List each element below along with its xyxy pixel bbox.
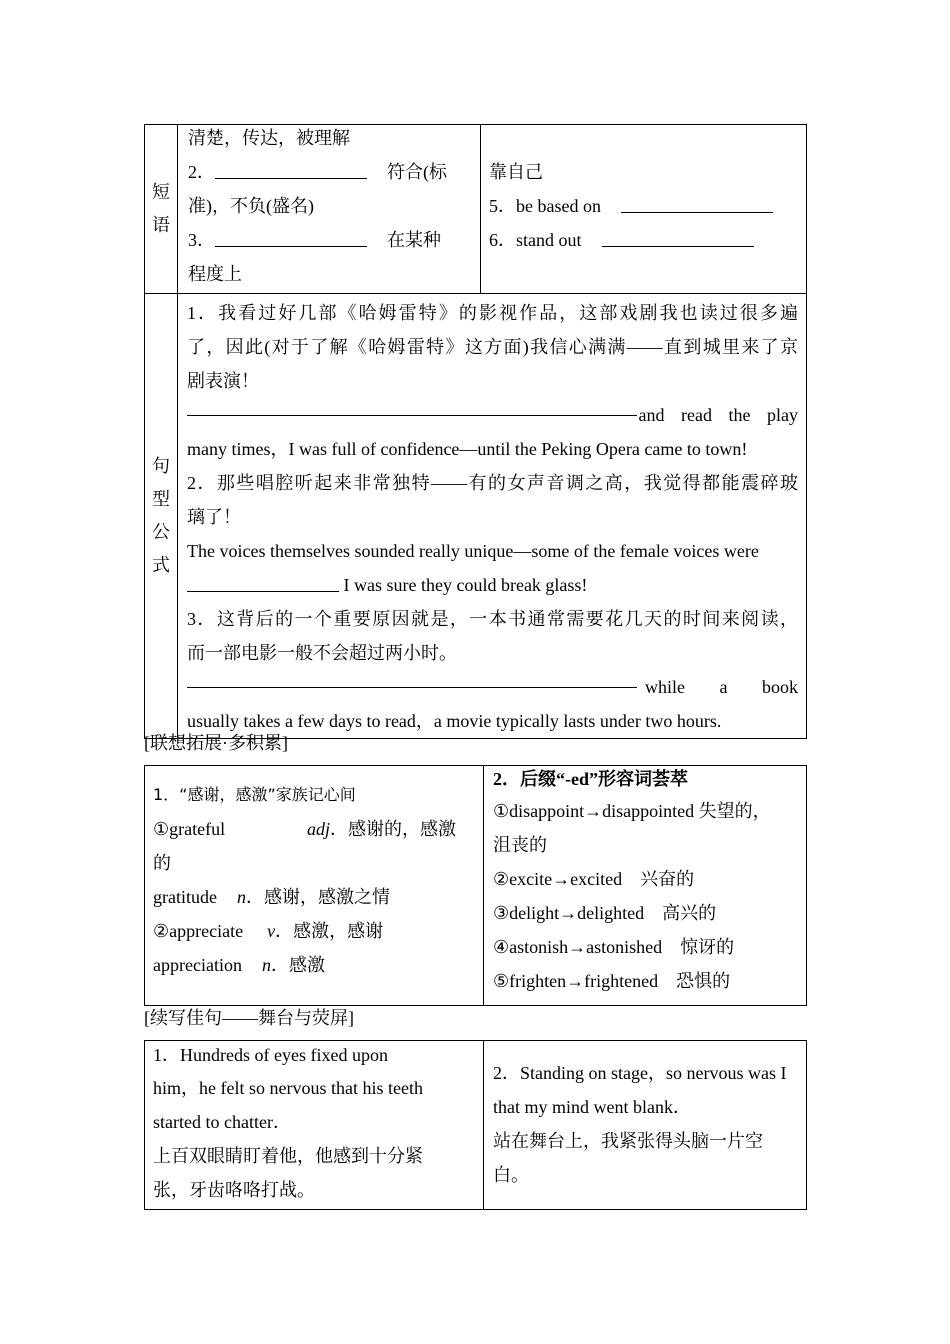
phrase-item-6: 6．stand out (489, 223, 806, 257)
phrase-line: 准)，不负(盛名) (188, 196, 314, 216)
association-table (144, 765, 807, 1006)
sentence-1-en: and read the play (187, 398, 798, 432)
word-item: ①grateful adj ．感谢的，感激 (153, 819, 457, 839)
writing-line: 站在舞台上，我紧张得头脑一片空 (493, 1131, 763, 1151)
sentences-label: 句 型 公 式 (152, 456, 170, 575)
sentence-1-cn: 1．我看过好几部《哈姆雷特》的影视作品，这部戏剧我也读过很多遍 (187, 303, 798, 323)
sentence-2-cn: 璃了！ (187, 507, 241, 527)
sentence-1-cn: 了，因此(对于了解《哈姆雷特》这方面)我信心满满——直到城里来了京 (187, 337, 798, 357)
association-heading-1: 1．“感谢，感激”家族记心间 (153, 785, 356, 804)
phrase-item-3: 3． 在某种 (188, 230, 441, 250)
sentence-3-cn: 3．这背后的一个重要原因就是，一本书通常需要花几天的时间来阅读， (187, 609, 798, 629)
answer-blank[interactable] (621, 211, 773, 213)
answer-blank[interactable] (187, 686, 637, 688)
phrase-item-2: 2． 符合(标 (188, 162, 447, 182)
answer-blank[interactable] (187, 414, 637, 416)
word-item: ②appreciate v．感激，感谢 (153, 921, 384, 941)
phrases-right-cell (481, 125, 807, 294)
writing-line: 白。 (493, 1165, 529, 1185)
association-right-cell (484, 766, 807, 1006)
sentence-1-cn: 剧表演！ (187, 371, 259, 391)
suffix-item: ③delight→delighted 高兴的 (493, 903, 717, 923)
phrase-item-5: 5．be based on (489, 189, 806, 223)
phrase-sentence-table (144, 124, 807, 739)
word-item: gratitude n．感谢，感激之情 (153, 887, 390, 907)
writing-line: him，he felt so nervous that his teeth (153, 1078, 423, 1098)
sentence-3-en: usually takes a few days to read，a movie typically lasts under two hours. (187, 711, 722, 731)
writing-line: that my mind went blank． (493, 1097, 691, 1117)
writing-line: 张，牙齿咯咯打战。 (153, 1180, 315, 1200)
answer-blank[interactable] (215, 177, 367, 179)
suffix-item: 沮丧的 (493, 835, 547, 855)
sentence-1-en: many times，I was full of confidence—until the Peking Opera came to town! (187, 439, 748, 459)
writing-line: started to chatter． (153, 1112, 291, 1132)
sentence-3-cn: 而一部电影一般不会超过两小时。 (187, 643, 457, 663)
writing-line: 上百双眼睛盯着他，他感到十分紧 (153, 1146, 423, 1166)
phrase-line: 靠自己 (489, 162, 543, 182)
word-item: 的 (153, 853, 171, 873)
answer-blank[interactable] (187, 590, 339, 592)
sentence-3-en: while a book (187, 670, 798, 704)
writing-right-cell (484, 1041, 807, 1210)
writing-title: [续写佳句——舞台与荧屏] (144, 1008, 354, 1028)
word-item: appreciation n．感激 (153, 955, 325, 975)
sentence-2-en: I was sure they could break glass! (187, 568, 798, 602)
sentences-label-cell (145, 294, 178, 739)
suffix-item: ②excite→excited 兴奋的 (493, 869, 695, 889)
phrases-label: 短 语 (152, 182, 170, 235)
writing-left-cell (145, 1041, 484, 1210)
suffix-item: ①disappoint→disappointed 失望的， (493, 801, 771, 821)
writing-line: 1．Hundreds of eyes fixed upon (153, 1045, 388, 1065)
phrases-left-cell (178, 125, 481, 294)
sentence-2-en: The voices themselves sounded really unique—some of the female voices were (187, 541, 759, 561)
phrases-label-cell (145, 125, 178, 294)
association-left-cell (145, 766, 484, 1006)
answer-blank[interactable] (215, 245, 367, 247)
suffix-item: ④astonish→astonished 惊讶的 (493, 937, 735, 957)
association-heading-2: 2．后缀“-ed”形容词荟萃 (493, 769, 688, 789)
sentences-cell (178, 294, 807, 739)
writing-line: 2．Standing on stage，so nervous was I (493, 1063, 787, 1083)
answer-blank[interactable] (602, 245, 754, 247)
phrase-line: 清楚，传达，被理解 (188, 128, 350, 148)
association-title: [联想拓展·多积累] (144, 733, 288, 753)
sentence-2-cn: 2．那些唱腔听起来非常独特——有的女声音调之高，我觉得都能震碎玻 (187, 473, 798, 493)
phrase-line: 程度上 (188, 264, 242, 284)
suffix-item: ⑤frighten→frightened 恐惧的 (493, 971, 731, 991)
writing-table (144, 1040, 807, 1210)
